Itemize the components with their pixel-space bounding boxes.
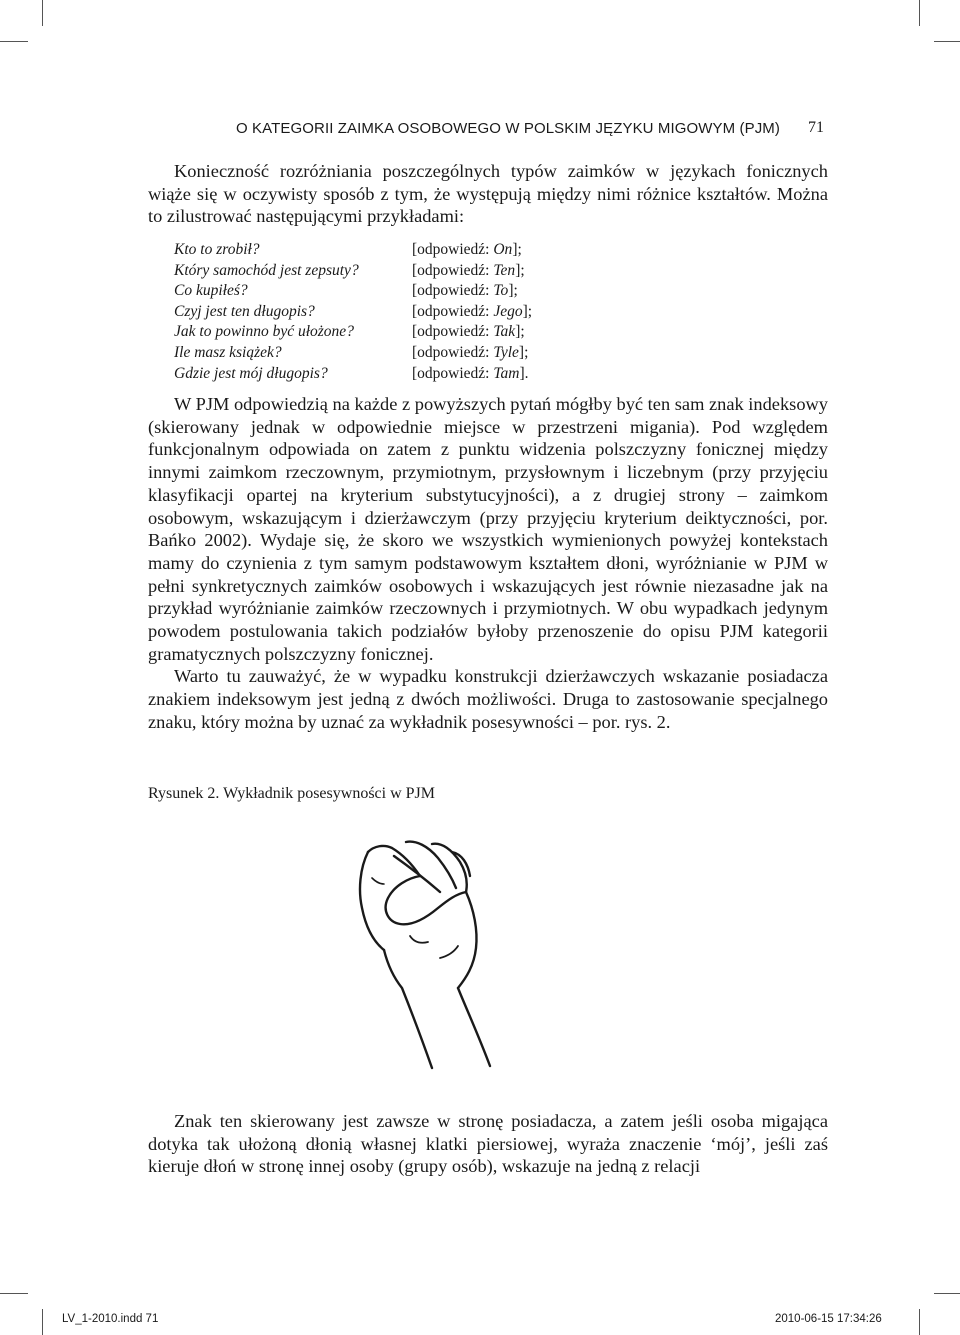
answer-suffix: ]; — [515, 323, 525, 341]
answer-prefix: [odpowiedź: — [412, 323, 494, 341]
example-questions — [174, 240, 359, 384]
answer-prefix: [odpowiedź: — [412, 364, 494, 382]
answer-suffix: ]. — [519, 364, 529, 382]
answer-prefix: [odpowiedź: — [412, 343, 494, 361]
example-answer — [412, 281, 532, 302]
crop-mark — [0, 41, 28, 42]
answer-word: Ten — [493, 261, 516, 279]
slug-file: LV_1-2010.indd 71 — [62, 1313, 159, 1325]
figure-caption: Rysunek 2. Wykładnik posesywności w PJM — [148, 785, 435, 802]
answer-prefix: [odpowiedź: — [412, 282, 494, 300]
paragraph: Konieczność rozróżniania poszczególnych typów zaimków w językach fonicznych wiąże się w oczywisty sposób z tym, że występują między nimi różnice kształtów. Można to zilustrować następującymi przykładami: — [148, 161, 828, 227]
running-header: O KATEGORII ZAIMKA OSOBOWEGO W POLSKIM JĘZYKU MIGOWYM (PJM) — [236, 120, 780, 137]
example-question: Co kupiłeś? — [174, 282, 248, 300]
answer-suffix: ]; — [508, 282, 518, 300]
example-answer — [412, 322, 532, 343]
example-answer — [412, 343, 532, 364]
answer-word: Tyle — [493, 343, 519, 361]
example-question: Który samochód jest zepsuty? — [174, 261, 359, 279]
example-question: Ile masz książek? — [174, 343, 282, 361]
crop-mark — [934, 1293, 960, 1294]
answer-suffix: ]; — [518, 343, 529, 361]
example-answer — [412, 364, 532, 385]
example-answers — [412, 240, 532, 384]
crop-mark — [42, 1309, 43, 1335]
crop-mark — [42, 0, 43, 26]
page-number: 71 — [808, 119, 824, 136]
example-answer — [412, 302, 532, 323]
answer-word: Tam — [493, 364, 520, 382]
slug-timestamp: 2010-06-15 17:34:26 — [775, 1313, 882, 1325]
answer-word: Jego — [493, 302, 523, 320]
example-question: Gdzie jest mój długopis? — [174, 364, 328, 382]
crop-mark — [919, 0, 920, 26]
paragraph: W PJM odpowiedzią na każde z powyższych pytań mógłby być ten sam znak indeksowy (skierowany jednak w odpowiednie miejsce w przestrzeni migania). Pod względem funkcjonalnym odpowiada on zatem z punktu widzenia polszczyzny fonicznej między innymi zaimkom rzeczownym, przymiotnym, przysłownym i liczebnym (przy przyjęciu klasyfikacji opartej na kryterium substytucyjności), a z drugiej strony – zaimkom osobowym, wskazującym i dzierżawczym (przy przyjęciu kryterium deiktyczności, por. Bańko 2002). Wydaje się, że skoro we wszystkich wymienionych powyżej kontekstach mamy do czynienia z tym samym podstawowym kształtem dłoni, wyróżnianie w PJM w pełni synkretycznych zaimków osobowych i wskazujących jest równie niezasadne jak na przykład wyróżnianie zaimków rzeczownych i przymiotnych. W obu wypadkach jedynym powodem postulowania takich podziałów byłoby przenoszenie do opisu PJM kategorii gramatycznych polszczyzny fonicznej. — [148, 394, 828, 664]
example-answer — [412, 261, 532, 282]
crop-mark — [919, 1309, 920, 1335]
answer-prefix: [odpowiedź: — [412, 261, 494, 279]
example-question: Jak to powinno być ułożone? — [174, 323, 354, 341]
example-question: Kto to zrobił? — [174, 241, 260, 258]
example-answer — [412, 240, 532, 261]
answer-word: Tak — [493, 323, 516, 341]
example-question: Czyj jest ten długopis? — [174, 302, 315, 320]
crop-mark — [0, 1293, 28, 1294]
answer-suffix: ]; — [515, 261, 525, 279]
answer-word: To — [493, 282, 509, 300]
paragraph: Warto tu zauważyć, że w wypadku konstrukcji dzierżawczych wskazanie posiadacza znakiem indeksowym jest jedną z dwóch możliwości. Druga to zastosowanie specjalnego znaku, który można by uznać za wykładnik posesywności – por. rys. 2. — [148, 666, 828, 732]
answer-prefix: [odpowiedź: — [412, 241, 494, 258]
crop-mark — [934, 41, 960, 42]
paragraph: Znak ten skierowany jest zawsze w stronę posiadacza, a zatem jeśli osoba migająca dotyka tak ułożoną dłonią własnej klatki piersiowej, wyraża znaczenie ‘mój’, jeśli zaś kieruje dłoń w stronę innej osoby (grupy osób), wskazuje na jedną z relacji — [148, 1111, 828, 1177]
hand-sign-illustration — [348, 838, 568, 1076]
answer-word: On — [493, 241, 513, 258]
answer-prefix: [odpowiedź: — [412, 302, 494, 320]
closing-text — [148, 1110, 828, 1178]
answer-suffix: ]; — [512, 241, 522, 258]
intro-text — [148, 160, 828, 228]
answer-suffix: ]; — [522, 302, 533, 320]
body-text — [148, 393, 828, 734]
